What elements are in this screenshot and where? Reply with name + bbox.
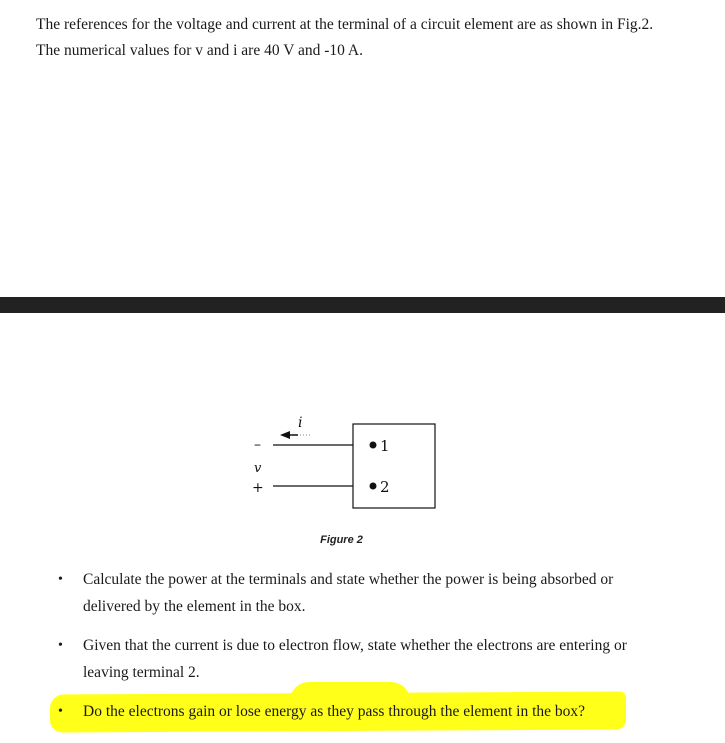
voltage-label: v	[254, 461, 262, 476]
plus-sign: +	[252, 480, 264, 496]
question-1-text: Calculate the power at the terminals and state whether the power is being absorbed or delivered by the element in the box.	[83, 571, 614, 615]
question-2-text: Given that the current is due to electron flow, state whether the electrons are entering or leaving terminal 2.	[83, 637, 627, 681]
bullet-3: •	[58, 704, 63, 719]
terminal-2-label: 2	[380, 478, 390, 496]
intro-line-1: The references for the voltage and current at the terminal of a circuit element are as shown in Fig.2.	[36, 16, 654, 33]
terminal-1-label: 1	[380, 437, 390, 455]
problem-statement	[36, 12, 706, 64]
divider-bar	[0, 297, 725, 313]
question-3-text: Do the electrons gain or lose energy as they pass through the element in the box?	[83, 703, 586, 720]
terminal-2-dot	[370, 483, 377, 490]
bullet-1: •	[58, 572, 63, 587]
current-label: i	[298, 415, 303, 431]
current-arrow-head	[280, 431, 290, 439]
circuit-diagram	[236, 408, 450, 520]
terminal-1-dot	[370, 442, 377, 449]
bullet-2: •	[58, 638, 63, 653]
intro-line-2: The numerical values for v and i are 40 V and -10 A.	[36, 42, 363, 59]
minus-sign: –	[254, 437, 261, 453]
figure-caption: Figure 2	[320, 534, 363, 546]
circuit-figure	[236, 408, 450, 520]
element-box	[353, 424, 435, 508]
